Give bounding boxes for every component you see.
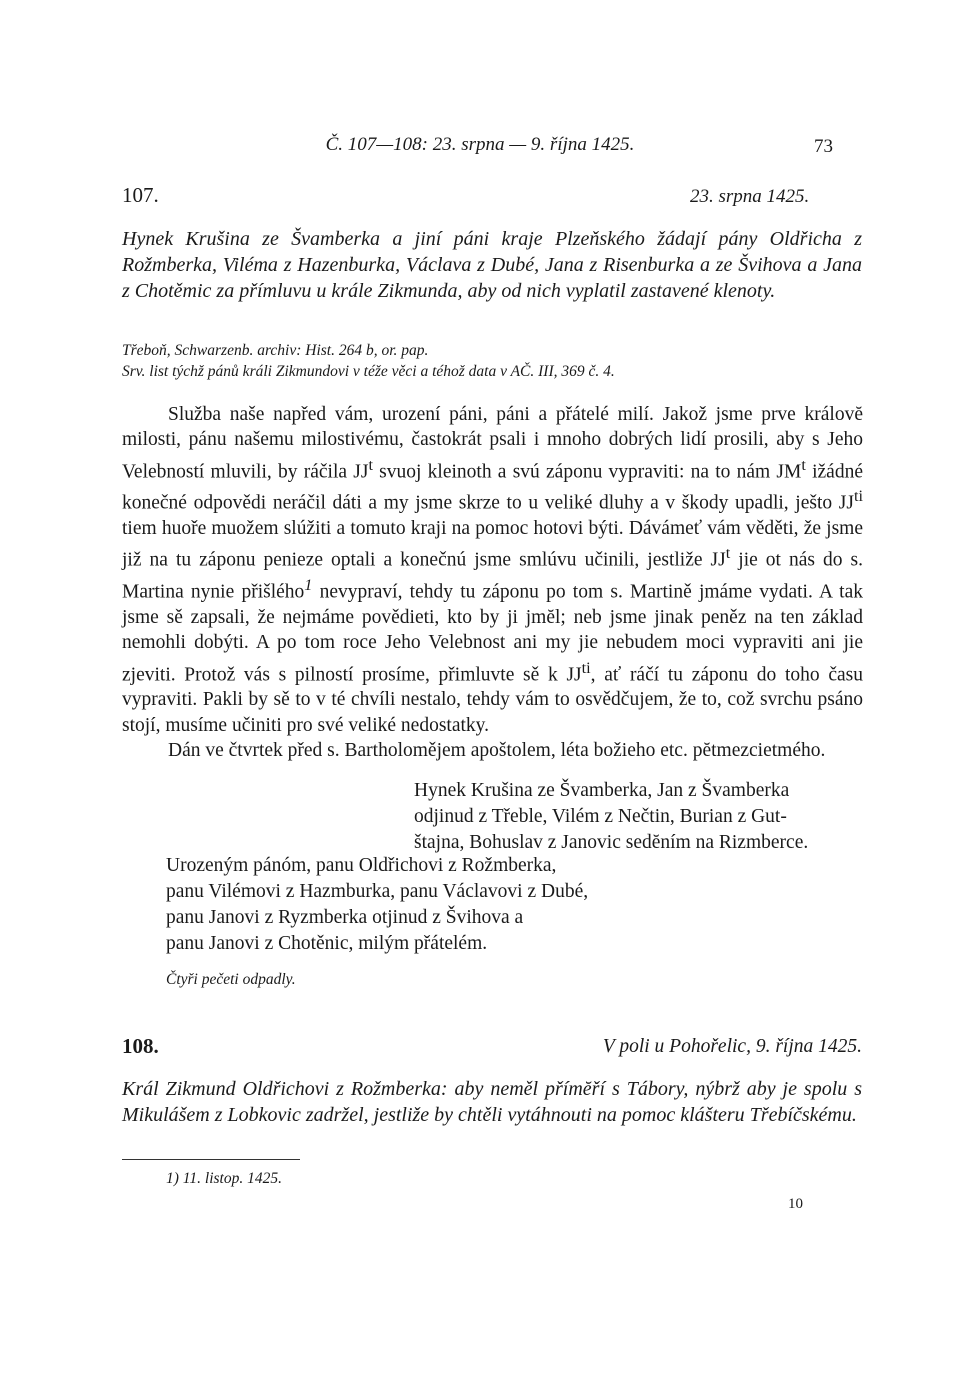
source-note bbox=[122, 340, 862, 382]
footnote-marker[interactable]: 1 bbox=[304, 576, 313, 595]
sheet-signature: 10 bbox=[788, 1196, 803, 1212]
address-line: panu Janovi z Ryzmberka otjinud z Švihova a bbox=[166, 907, 524, 928]
document-date: 23. srpna 1425. bbox=[690, 186, 810, 207]
document-date-108: V poli u Pohořelic, 9. října 1425. bbox=[602, 1036, 862, 1057]
source-line-reference: Srv. list týchž pánů králi Zikmundovi v téže věci a téhož data v AČ. III, 369 č. 4. bbox=[122, 363, 615, 380]
signatories bbox=[414, 778, 864, 856]
letter-body bbox=[122, 402, 863, 763]
superscript: t bbox=[368, 455, 373, 474]
dating-paragraph: Dán ve čtvrtek před s. Bartholomějem apoštolem, léta božieho etc. pĕtmezcietmého. bbox=[168, 740, 826, 762]
document-number: 107. bbox=[122, 183, 159, 207]
source-line-archive: Třeboň, Schwarzenb. archiv: Hist. 264 b, or. pap. bbox=[122, 342, 429, 359]
superscript: ti bbox=[853, 487, 863, 506]
document-regest-108: Král Zikmund Oldřichovi z Rožmberka: aby neměl přímĕří s Tábory, nýbrž aby je spolu s Mikulášem z Lobkovic zadržel, jestliže by chtěli vytáhnouti na pomoc klášteru Třebíčskému. bbox=[122, 1078, 862, 1126]
signature-line: odjinud z Třeble, Vilém z Nečtin, Burian z Gut- bbox=[414, 806, 787, 827]
footnote-divider bbox=[122, 1159, 300, 1160]
letter-paragraph: Služba naše napřed vám, urození páni, páni a přátelé milí. Jakož jsme prve královĕ milosti, pánu našemu milostivému, častokrát psali i mnoho dobrých lidí prosili, aby s Jeho Velebností mluvili, by ráčila $JJ^t$ svuoj kleinoth a svú záponu vypraviti: na to nám $JM^t$ ižádné konečné odpovědi neráčil dáti a my jsme skrze to u veliké dluhy a v škody upadli, ješto $JJ^{ti}$ tiem huoře muožem slúžiti a tomuto kraji na pomoc hotovi býti. Dávámeť vám věděti, že jsme již na tu záponu penieze optali a konečnú jsme smlúvu učinili, jestliže $JJ^t$ jie ot nás do s. Martina nynie přišlého$^1$ nevypraví, tehdy tu záponu po tom s. Martině jmáme vydati. A tak jsme sě zapsali, že nejmáme povědieti, kto by ji jmĕl; neb jsme jinak peněz na ten základ nemohli dobýti. A po tom roce Jeho Velebnost ani my jie nebudem moci vypraviti ani jie zjeviti. Protož vás s pilností prosíme, přimluvte sě k $JJ^{ti}$, ať ráčí tu záponu do toho času vypraviti. Pakli by sě to v té chvíli nestalo, tehdy vám to osvědčujem, že to, což svrchu psáno stojí, musíme učiniti pro své veliké nedostatky. bbox=[122, 404, 864, 736]
seal-note: Čtyři pečeti odpadly. bbox=[166, 971, 296, 988]
address-line: panu Janovi z Chotěnic, milým přátelém. bbox=[166, 933, 488, 954]
document-regest: Hynek Krušina ze Švamberka a jiní páni kraje Plzeňského žádají pány Oldřicha z Rožmberka, Viléma z Hazenburka, Václava z Dubé, Jana z Risenburka a ze Švihova a Jana z Chotěmic za přímluvu u krále Zikmunda, aby od nich vyplatil zastavené klenoty. bbox=[122, 228, 862, 302]
address-line: Urozeným pánóm, panu Oldřichovi z Rožmberka, bbox=[166, 855, 557, 876]
superscript: t bbox=[801, 455, 806, 474]
document-number-108: 108. bbox=[122, 1034, 159, 1058]
signature-line: Hynek Krušina ze Švamberka, Jan z Švamberka bbox=[414, 780, 790, 801]
page-number: 73 bbox=[814, 136, 833, 157]
signature-line: štajna, Bohuslav z Janovic sedĕním na Rizmberce. bbox=[414, 832, 809, 853]
address-line: panu Vilémovi z Hazmburka, panu Václavovi z Dubé, bbox=[166, 881, 589, 902]
address-block bbox=[166, 853, 726, 957]
footnote: 1) 11. listop. 1425. bbox=[166, 1170, 282, 1187]
running-head: Č. 107—108: 23. srpna — 9. října 1425. bbox=[325, 134, 635, 155]
superscript: ti bbox=[581, 658, 591, 677]
superscript: t bbox=[725, 544, 731, 563]
